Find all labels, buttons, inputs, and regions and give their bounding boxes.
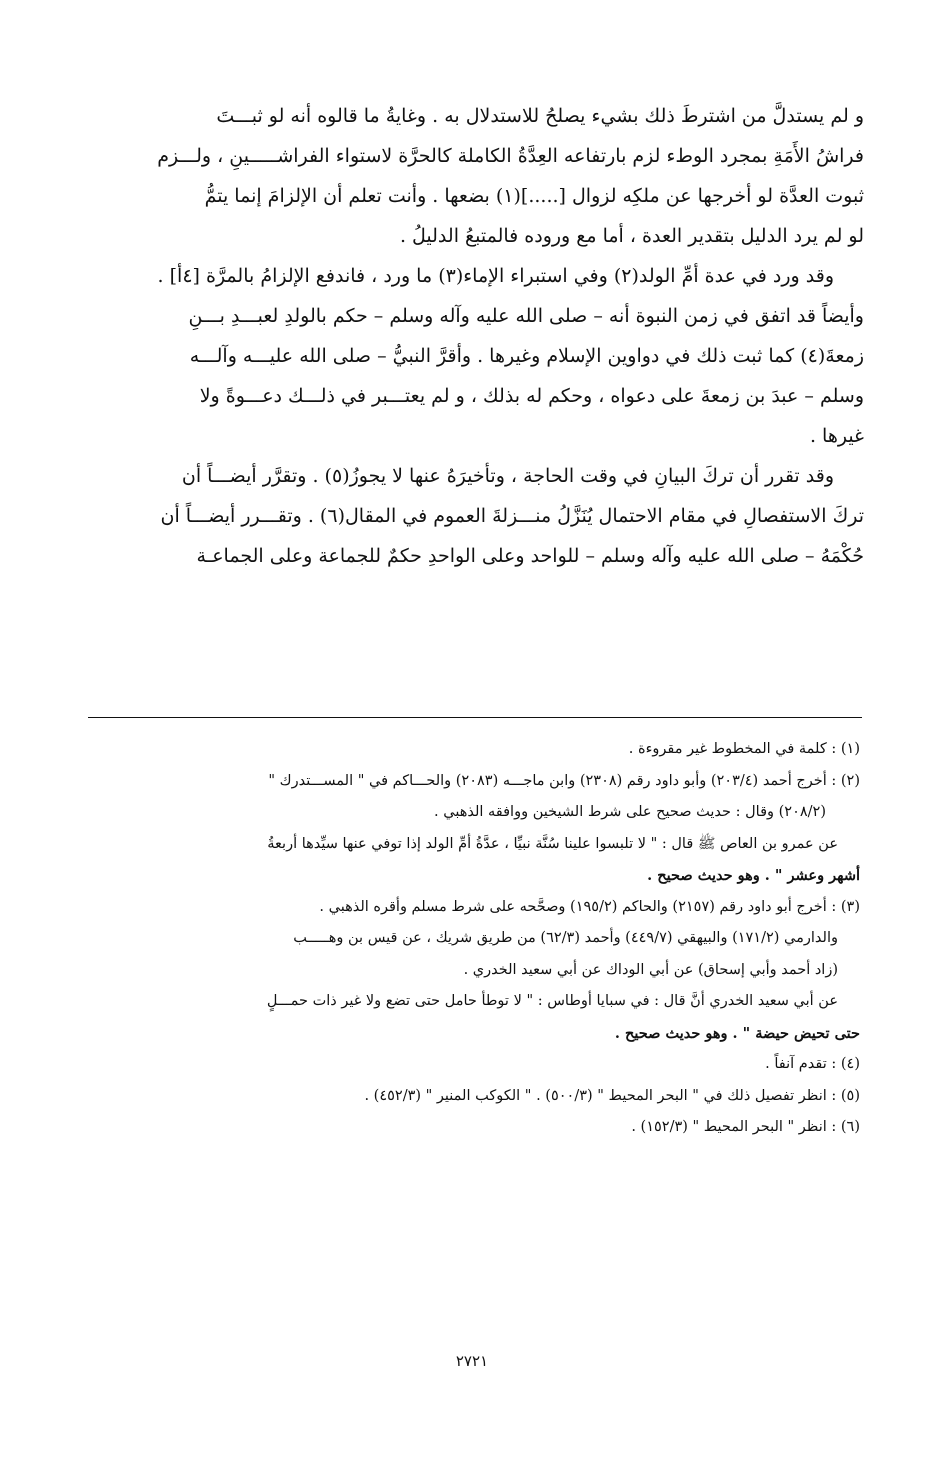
text-line: تركَ الاستفصالِ في مقام الاحتمال يُنَزَّلُ منـــزلةَ العموم في المقال(٦) . وتقـــرر أيضـــاً أن [160, 505, 864, 527]
footnote-line: عن عمرو بن العاص ﷺ قال : " لا تلبسوا علينا سُنَّة نبيِّا ، عدَّةُ أمِّ الولد إذا توفي عنها سيِّدها أربعةُ [267, 835, 838, 852]
footnote-line: عن أبي سعيد الخدري أنَّ قال : في سبايا أوطاس : " لا توطأ حامل حتى تضع ولا غير ذات حمـــلٍ [266, 993, 838, 1009]
text-line: زمعةَ(٤) كما ثبت ذلك في دواوين الإسلام وغيرها . وأقرَّ النبيُّ – صلى الله عليـــه وآلـــه [189, 345, 864, 367]
footnote-line: (٥) : انظر تفصيل ذلك في " البحر المحيط " (٥٠٠/٣) . " الكوكب المنير " (٤٥٢/٣) . [364, 1087, 860, 1104]
footnotes [80, 734, 860, 1144]
text-line: ثبوت العدَّة لو أخرجها عن ملكِه لزوال [.....](١) بضعها . وأنت تعلم أن الإلزامَ إنما يتمُّ [204, 185, 864, 207]
text-line: وقد ورد في عدة أمِّ الولد(٢) وفي استبراء الإماء(٣) ما ورد ، فاندفع الإلزامُ بالمرَّة [٤أ] . [157, 265, 834, 287]
footnote-line: (٢) : أخرج أحمد (٢٠٣/٤) وأبو داود رقم (٢٣٠٨) وابن ماجـــه (٢٠٨٣) والحـــاكم في " المســـتدرك " [268, 772, 860, 789]
text-line: وسلم – عبدَ بن زمعةَ على دعواه ، وحكم له بذلك ، و لم يعتـــبر في ذلـــك دعـــوةً ولا [199, 385, 864, 407]
text-line: حُكْمَهُ – صلى الله عليه وآله وسلم – للواحد وعلى الواحدِ حكمٌ للجماعة وعلى الجماعـة [196, 545, 864, 567]
footnote-line: حتى تحيض حيضة " . وهو حديث صحيح . [614, 1024, 860, 1042]
text-line: و لم يستدلَّ من اشترطَ ذلك بشيء يصلحُ للاستدلال به . وغايةُ ما قالوه أنه لو ثبـــتَ [216, 105, 864, 127]
text-line: وقد تقرر أن تركَ البيانِ في وقت الحاجة ، وتأخيرَهُ عنها لا يجوزُ(٥) . وتقرَّر أيضـــاً أن [181, 465, 834, 487]
page-number: ٢٧٢١ [455, 1352, 489, 1370]
text-line: لو لم يرد الدليل بتقدير العدة ، أما مع وروده فالمتبعُ الدليلُ . [399, 225, 864, 247]
text-line: غيرها . [809, 425, 864, 447]
text-line: فراشُ الأَمَةِ بمجرد الوطء لزم بارتفاعه العِدَّةُ الكاملة كالحرَّة لاستواء الفراشـــــينِ ، ولـــزم [157, 145, 864, 167]
footnote-line: (٤) : تقدم آنفاً . [765, 1056, 860, 1072]
main-text [80, 96, 864, 576]
text-line: وأيضاً قد اتفق في زمن النبوة أنه – صلى الله عليه وآله وسلم – حكم بالولدِ لعبـــدِ بـــنِ [188, 305, 864, 327]
footnote-line: (٢٠٨/٢) وقال : حديث صحيح على شرط الشيخين ووافقه الذهبي . [434, 804, 826, 820]
footnote-line: (٦) : انظر " البحر المحيط " (١٥٢/٣) . [631, 1119, 860, 1135]
footnote-divider [88, 717, 862, 718]
footnote-line: (١) : كلمة في المخطوط غير مقروءة . [628, 741, 860, 757]
footnote-line: (٣) : أخرج أبو داود رقم (٢١٥٧) والحاكم (١٩٥/٢) وصحَّحه على شرط مسلم وأقره الذهبي . [319, 898, 860, 915]
footnote-line: (زاد أحمد وأبي إسحاق) عن أبي الوداك عن أبي سعيد الخدري . [463, 961, 838, 978]
footnote-line: والدارمي (١٧١/٢) والبيهقي (٤٤٩/٧) وأحمد (٦٢/٣) من طريق شريك ، عن قيس بن وهـــــب [293, 930, 838, 946]
footnote-line: أشهر وعشر " . وهو حديث صحيح . [647, 867, 860, 884]
